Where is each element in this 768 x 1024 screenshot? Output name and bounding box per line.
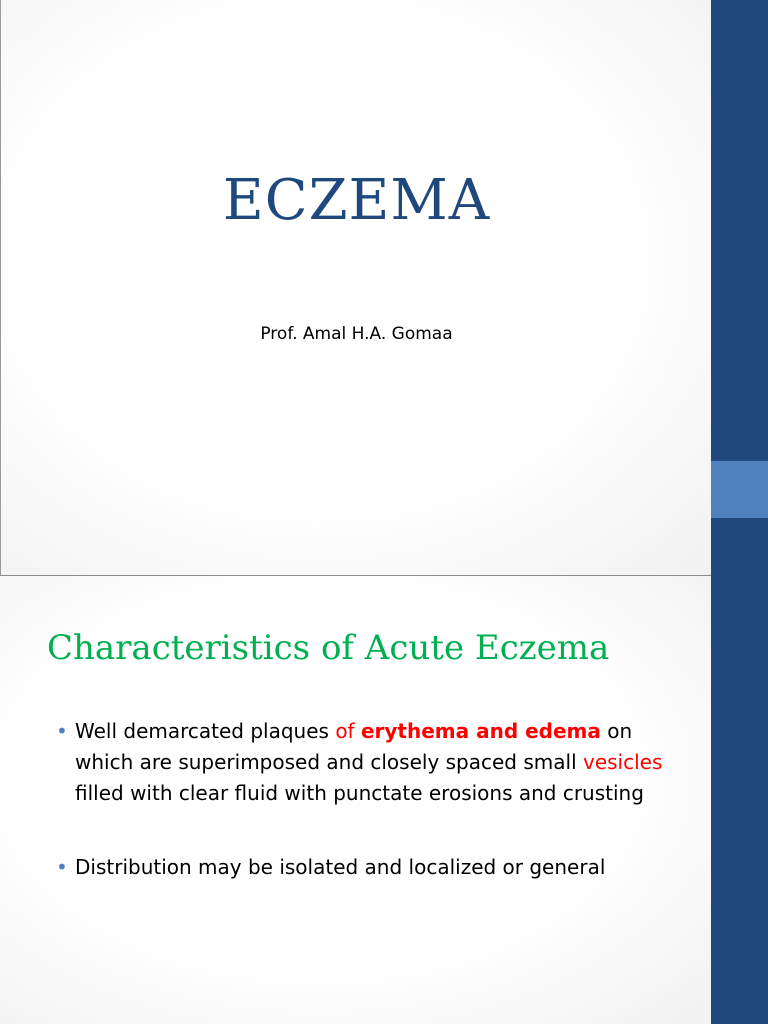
highlight-bold-text: erythema and edema xyxy=(360,719,601,743)
slide-heading: Characteristics of Acute Eczema xyxy=(47,628,610,668)
bullet-text: Distribution may be isolated and localized or general xyxy=(75,855,606,879)
bullet-item xyxy=(56,852,668,883)
bullet-text: Well demarcated plaques xyxy=(75,719,336,743)
slide-title: ECZEMA xyxy=(222,168,491,233)
content-slide xyxy=(0,576,711,1024)
bullet-icon: • xyxy=(56,719,68,743)
bullet-text: filled with clear fluid with punctate erosions and crusting xyxy=(75,781,644,805)
decorative-sidebar-tab xyxy=(711,461,768,518)
bullet-list xyxy=(56,716,668,883)
highlight-text: of xyxy=(335,719,361,743)
bullet-item xyxy=(56,716,668,809)
bullet-text: on which are superimposed and closely spaced small xyxy=(75,719,633,774)
slide-subtitle-author: Prof. Amal H.A. Gomaa xyxy=(260,324,453,344)
bullet-icon: • xyxy=(56,855,68,879)
highlight-text: vesicles xyxy=(583,750,663,774)
